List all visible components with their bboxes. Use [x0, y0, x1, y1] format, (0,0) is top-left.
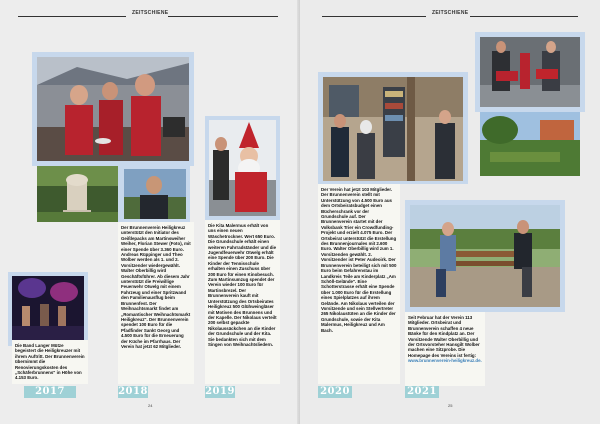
header-rule — [322, 16, 426, 17]
text-2021: Seit Februar hat der Verein 113 Mitglieder. Ortsbeirat und Brunnenverein schaffen 4 neue Bänke für den Kindplatz an. Der Vorsitzende Walter Oberbillig und der Ortsvorsteher Hansgilt Wolber machen eine Sitzprobe. Die Homepage des Vereins ist fertig: www.brunnenverein-heiligkreuz.de. — [405, 312, 485, 386]
text-2019: Die Kita Malermus erhält von uns einen neuen Wäschetrockner. Wert 650 Euro. Die Grundschule erhält einen weiteren Fahrradständer und die Jugendfeuerwehr Otwelg erhält eine Spende über 200 Euro. Die Kinder der Tennisschule erhalten einen Zuschuss über 200 Euro für einen Kinobesuch. Zum Martinsumzug spendet der Verein wieder 100 Euro für Martinsbrezel. Der Brunnenverein kauft mit Unterstützung des Ortsbeirates Heiligkreuz 500 Glühweingläser mit Motiven des Brunnens und der Kapelle. Der Nikolaus verteilt 200 selbst gepackte Nikolaussäckchen an die Kinder der Grundschule und der Kita. Sie bedankten sich mit dem Singen von Weihnachtsliedern. — [205, 220, 280, 384]
right-page — [300, 0, 600, 424]
photo-bookshelf-opening — [323, 77, 463, 181]
photo-band-langer-muetze — [12, 276, 84, 340]
left-page-header: ZEITSCHIENE — [132, 10, 169, 16]
header-rule — [168, 16, 278, 17]
header-rule — [470, 16, 578, 17]
text-2017: Die Band Langer Mütze begeistert die Heiligkreuzer mit ihrem Auftritt. Der Brunnenverein übernimmt die Renovierungskosten des „Schäferbrunnens" in Höhe von 4.153 Euro. — [12, 340, 88, 384]
photo-nikolaus — [209, 120, 276, 216]
homepage-link[interactable]: www.brunnenverein-heiligkreuz.de. — [408, 358, 482, 364]
text-2020: Der Verein hat jetzt 103 Mitglieder. Der Brunnenverein stellt mit Unterstützung von 4.500 Euro aus dem Ortsbeiratsbudget einen Bücherschrank vor der Grundschule auf. Der Brunnenverein startet mit der Volksbank Trier ein Crowdfunding-Projekt und erzielt 4.075 Euro. Der Ortsbeirat unterstützt die Erstellung des Brunnenjournales mit 2.600 Euro. Walter Oberbillig wird zum 1. Vorsitzenden gewählt. 2. Vorsitzender ist Peter Audeoirk. Der Brunnenverein beteiligt sich mit 500 Euro beim Gefahrenstau im Landkreis Teile am Kinderplatz „Am Schöll-Gelände". Eine Schotterstrasse erhält eine Spende über 1.000 Euro für die Erstellung eines Spielplatzes auf ihrem Gelände. Am Nikolaus verteilen der Vorsitzende und sein Stellvertreter 265 Nikolaustüten an die Kinder der Grundschule, sowie der Kita Malermus, Heiligkreuz und Am Bach. — [318, 184, 400, 384]
year-label-2019: 2019 — [205, 386, 235, 397]
photo-schaeferbrunnen — [37, 166, 118, 222]
photo-florian-stewer — [124, 169, 186, 219]
header-rule — [18, 16, 126, 17]
photo-grill-volunteers — [37, 57, 189, 161]
photo-nikolaus-bags — [480, 37, 580, 107]
text-2018: Der Brunnenverein Heiligkreuz unterstützt den Initiator des Geißlepacks am Martinsweiher Weiher, Florian Stewer (Foto), mit einer Spende über 3.360 Euro. Andreas Rüppinger und Theo Wolber werden als 1. und 2. Vorsitzender wiedergewählt. Walter Oberbillig wird Geschäftsführer. Ab diesem Jahr unterstützt die Freiwillige Feuerwehr Otwelg mit einem Fahrzeug und einer Spritzwand den Familienausflug beim Brunnenfest. Der Weihnachtsmarkt findet am „Romantischer Weihnachtsmarkt Heiligkreuz". Der Brunnenverein spendet 100 Euro für die Pfadfinder Sankt Georg und 4.500 Euro für die Erneuerung der Küche im Pfarrhaus. Der Verein hat jetzt 62 Mitglieder. — [118, 222, 194, 384]
page-number-left: 24 — [148, 403, 153, 408]
year-label-2021: 2021 — [405, 386, 439, 398]
photo-bench-sitting-test — [410, 205, 560, 307]
year-label-2018: 2018 — [118, 386, 148, 397]
right-page-header: ZEITSCHIENE — [432, 10, 469, 16]
year-label-2020: 2020 — [318, 386, 352, 398]
page-number-right: 25 — [448, 403, 453, 408]
year-label-2017: 2017 — [24, 386, 76, 398]
photo-schoolyard-garden — [480, 112, 580, 176]
